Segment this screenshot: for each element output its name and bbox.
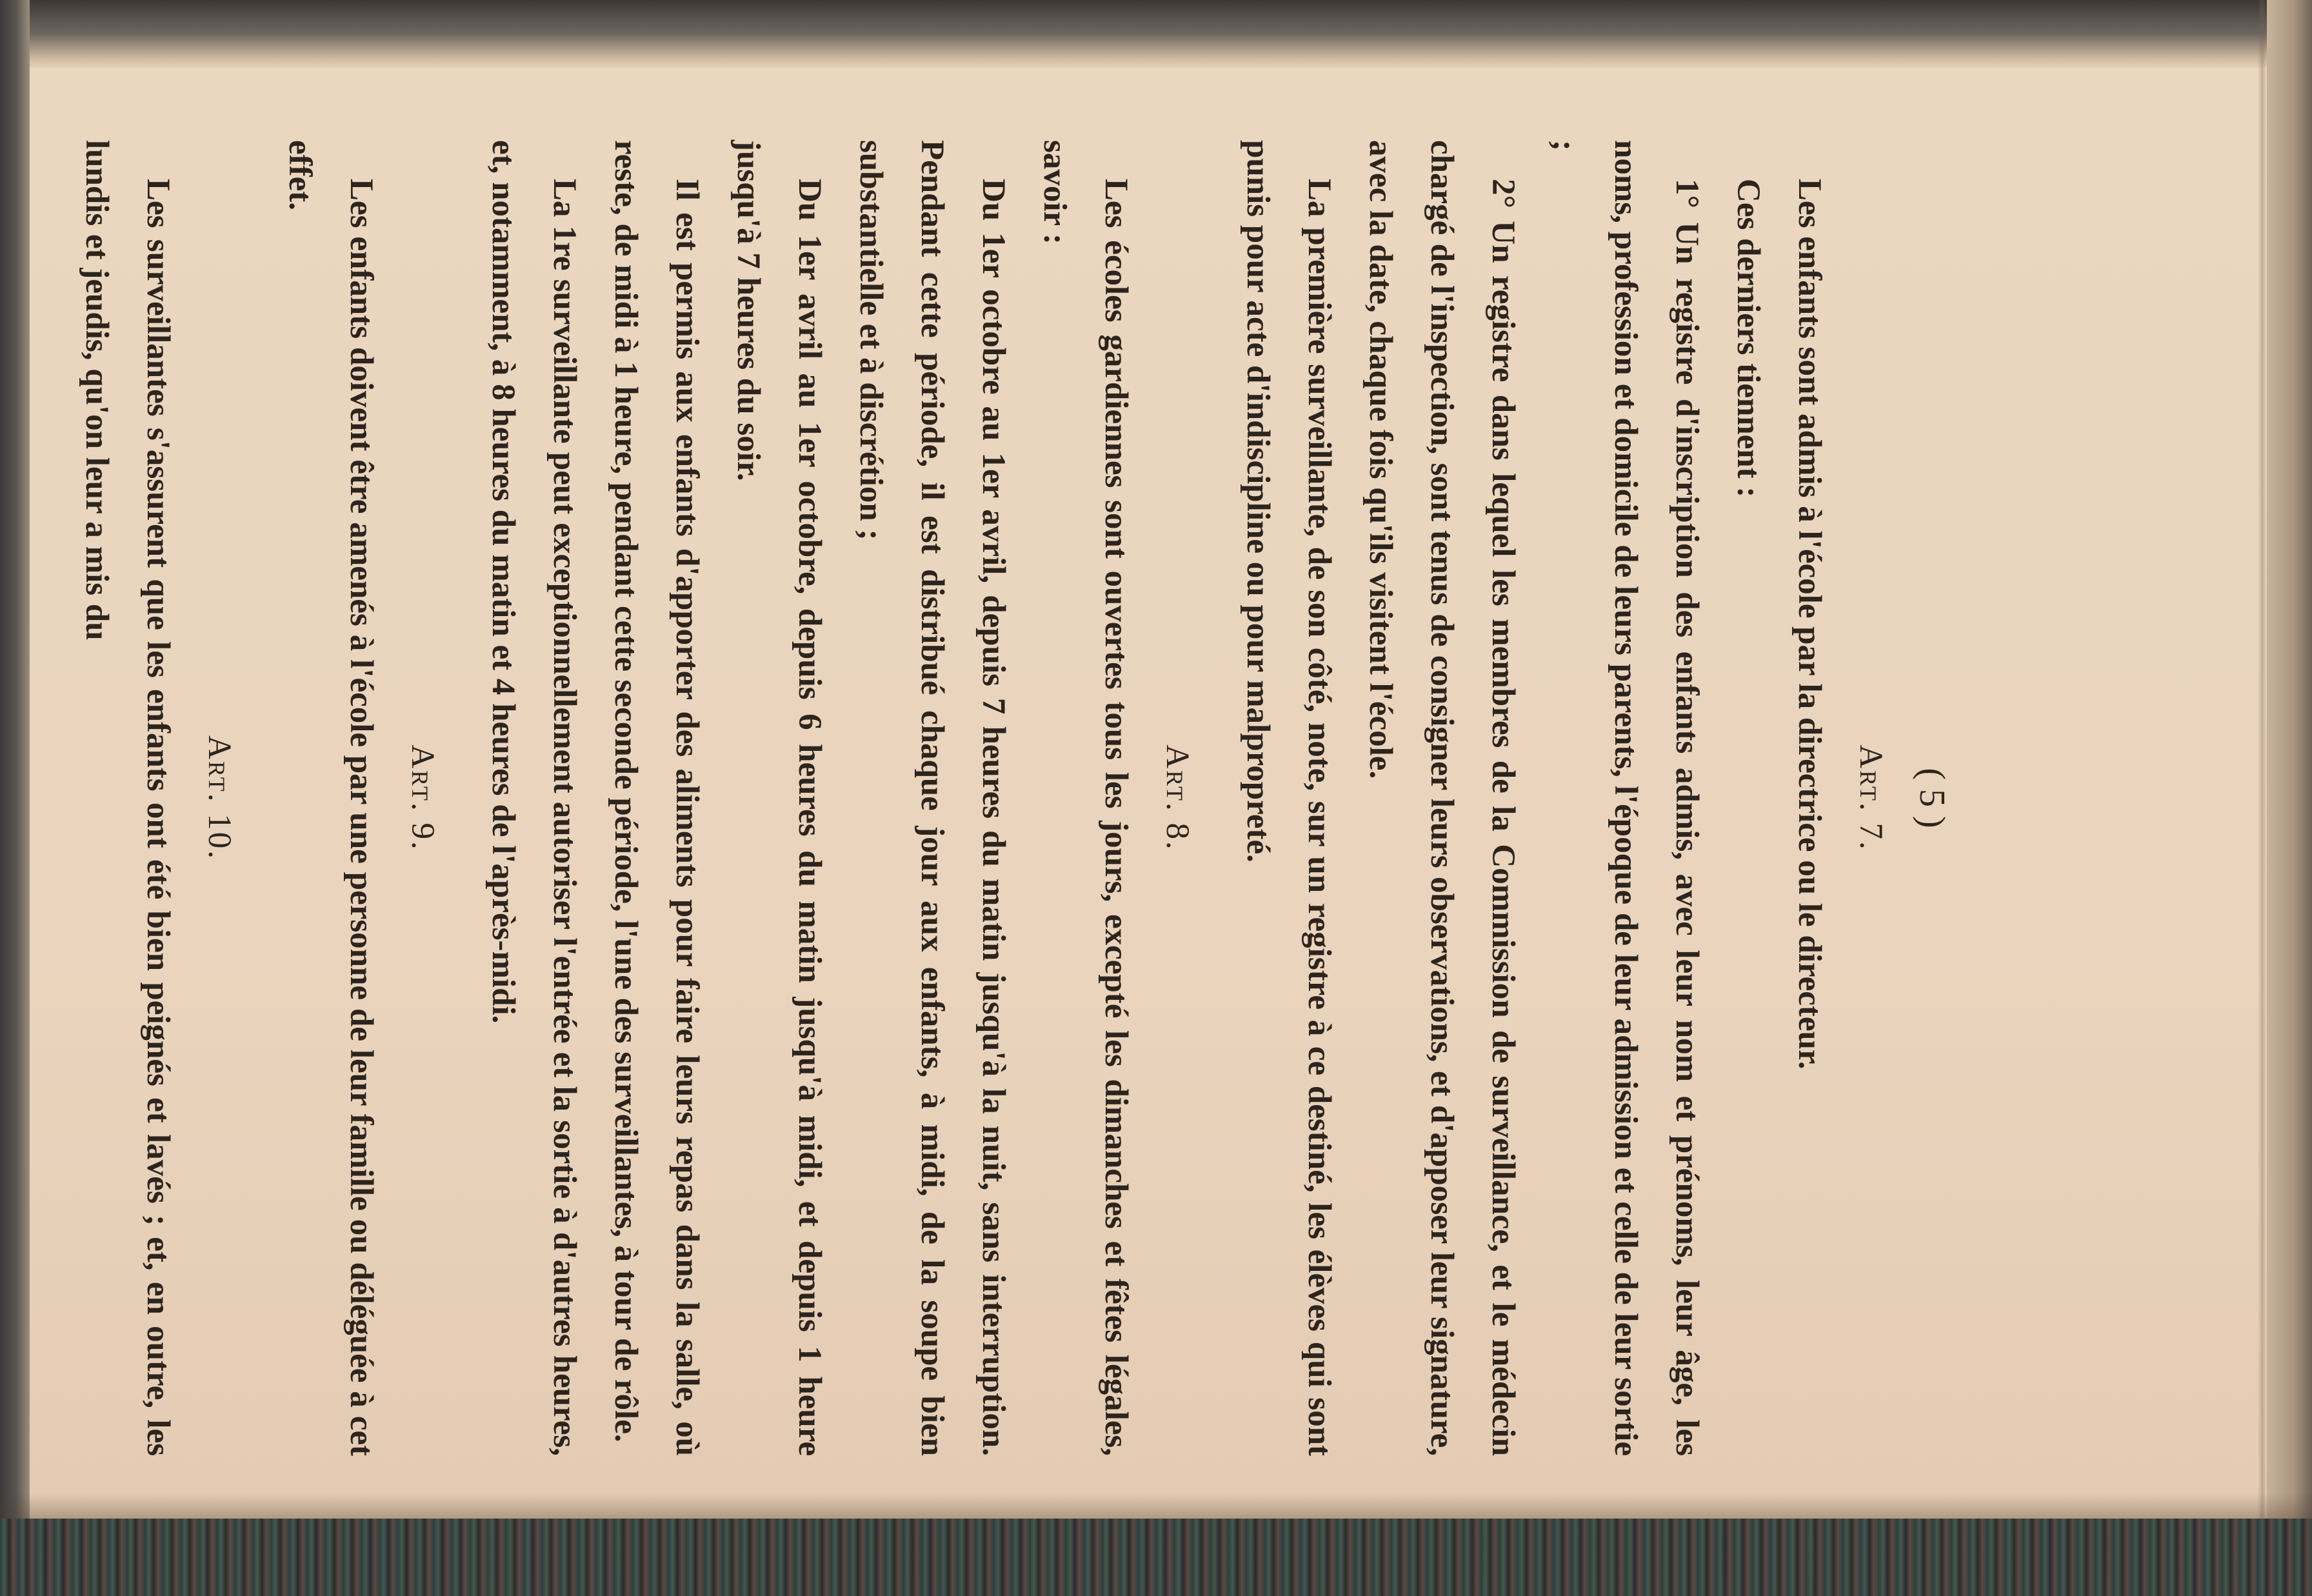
paragraph: Les écoles gardiennes sont ouvertes tous les jours, excepté les dimanches et fêtes légales, savoir :: [1037, 140, 1134, 1456]
paragraph: Ces derniers tiennent :: [1730, 179, 1766, 498]
book-page-edge: [2267, 0, 2312, 1596]
paragraph: 2° Un registre dans lequel les membres de la Commission de surveillance, et le médecin chargé de l'inspection, sont tenus de consigner leurs observations, et d'apposer leur signature, avec la date, chaque fois qu'ils visitent l'école.: [1362, 140, 1521, 1456]
article-heading: Art. 9.: [404, 744, 441, 852]
page-fold-shadow: [2258, 0, 2267, 1596]
paragraph: La 1re surveillante peut exceptionnellement autoriser l'entrée et la sortie à d'autres heures, et, notamment, à 8 heures du matin et 4 heures de l'après-midi.: [485, 140, 583, 1456]
article-heading: Art. 7.: [1853, 744, 1889, 852]
rotated-page-content: [79, 140, 1962, 1456]
book-cover-cloth: [0, 1519, 2312, 1596]
paragraph: Les enfants sont admis à l'école par la directrice ou le directeur.: [1791, 179, 1828, 1070]
article-heading: Art. 10.: [201, 735, 237, 861]
paragraph: Les enfants doivent être amenés à l'école par une personne de leur famille ou déléguée à cet effet.: [282, 140, 379, 1456]
paragraph: Du 1er avril au 1er octobre, depuis 6 heures du matin jusqu'à midi, et depuis 1 heure jusqu'à 7 heures du soir.: [730, 140, 828, 1456]
scan-left-border: [0, 0, 30, 1596]
paragraph: Il est permis aux enfants d'apporter des aliments pour faire leurs repas dans la salle, où reste, de midi à 1 heure, pendant cette seconde période, l'une des surveillantes, à tour de rôle.: [608, 140, 705, 1456]
bottom-shadow: [0, 1493, 2312, 1519]
paragraph: La première surveillante, de son côté, note, sur un registre à ce destiné, les élèves qui sont punis pour acte d'indiscipline ou pour malpropreté.: [1240, 140, 1337, 1456]
page-number: ( 5 ): [1912, 768, 1952, 828]
article-heading: Art. 8.: [1159, 744, 1195, 852]
paragraph: Du 1er octobre au 1er avril, depuis 7 heures du matin jusqu'à la nuit, sans interruption. Pendant cette période, il est distribué chaque jour aux enfants, à midi, de la soupe bien substantielle et à discrétion ;: [853, 140, 1012, 1456]
printed-text-block: [79, 140, 1962, 1456]
book-binding-top: [0, 0, 2312, 68]
paragraph: Les surveillantes s'assurent que les enfants ont été bien peignés et lavés ; et, en outre, les lundis et jeudis, qu'on leur a mis du: [79, 140, 176, 1456]
paragraph: 1° Un registre d'inscription des enfants admis, avec leur nom et prénoms, leur âge, les noms, profession et domicile de leurs parents, l'époque de leur admission et celle de leur sortie ;: [1546, 140, 1705, 1456]
